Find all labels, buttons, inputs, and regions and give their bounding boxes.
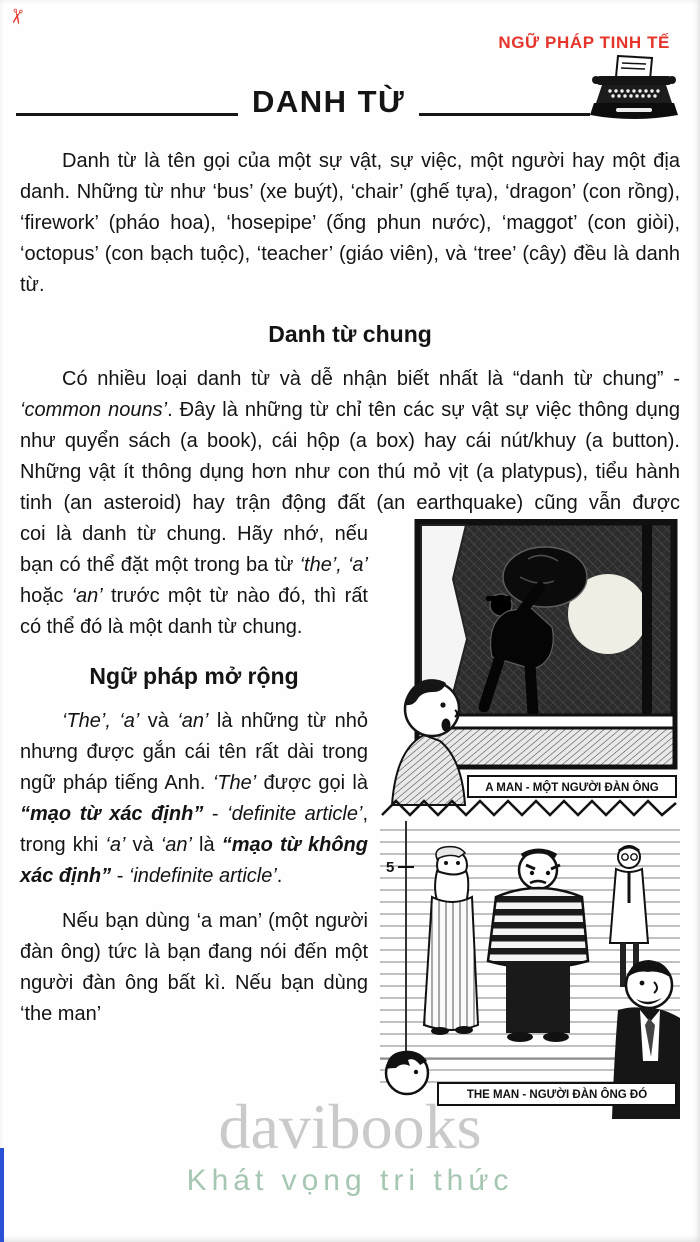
page-edge-mark: [0, 1148, 4, 1242]
chapter-title-row: [16, 84, 590, 120]
text-segment: -: [111, 865, 129, 887]
watermark-brand: davibooks: [218, 1091, 482, 1162]
text-segment: ‘an’: [177, 710, 209, 732]
text-segment: Nếu bạn dùng ‘a man’ (một người đàn ông) tức là bạn đang nói đến một người đàn ông bất kì. Nếu bạn dùng ‘the man’: [20, 910, 368, 1025]
chapter-title-rule-left: [16, 113, 238, 116]
paragraph-common-nouns: [20, 364, 680, 519]
paragraph-intro: [20, 146, 680, 301]
typewriter-drawing: [590, 56, 678, 119]
text-segment: . Đây là những từ chỉ tên các sự vật sự việc thông dụng như quyển sách (a book), cái hộp (a box) hay cái nút/khuy (a button). Những vật ít thông dụng hơn như con thú mỏ vịt (a platypus), tiểu hành tinh (an asteroid) hay trận động đất (an earthquake) cũng vẫn được: [20, 399, 680, 514]
text-segment: -: [203, 803, 228, 825]
text-segment: coi là danh từ chung. Hãy nhớ, nếu bạn có thể đặt một trong ba từ: [20, 523, 368, 576]
text-segment: “mạo từ không xác định”: [20, 834, 368, 887]
running-head: NGỮ PHÁP TINH TẾ: [498, 33, 670, 52]
text-segment: ‘a’: [105, 834, 126, 856]
lineup-number: 5: [386, 859, 395, 876]
text-segment: ‘common nouns’: [20, 399, 168, 421]
zigzag-divider: [382, 801, 676, 815]
text-segment: và: [139, 710, 178, 732]
text-segment: ‘an’: [71, 585, 103, 607]
caption-the-man: [438, 1083, 676, 1105]
text-segment: là: [191, 834, 222, 856]
scissors-icon: ✂: [3, 6, 29, 27]
text-segment: hoặc: [20, 585, 72, 607]
text-segment: và: [125, 834, 161, 856]
text-segment: là những từ nhỏ nhưng được gắn cái tên rất dài trong ngữ pháp tiếng Anh.: [20, 710, 368, 794]
text-segment: ‘indefinite article’: [128, 865, 277, 887]
chapter-title: DANH TỪ: [251, 84, 406, 119]
cartoon-illustration: [380, 519, 680, 1119]
caption-a-man: [468, 776, 676, 797]
typewriter-icon: [588, 54, 680, 131]
kid: [386, 1051, 428, 1094]
text-segment: Danh từ là tên gọi của một sự vật, sự việc, một người hay một địa danh. Những từ như ‘bus’ (xe buýt), ‘chair’ (ghế tựa), ‘dragon’ (con rồng), ‘firework’ (pháo hoa), ‘hosepipe’ (ống phun nước), ‘maggot’ (con giòi), ‘octopus’ (con bạch tuộc), ‘teacher’ (giáo viên), và ‘tree’ (cây) đều là danh từ.: [20, 150, 680, 296]
caption-the-man-text: THE MAN - NGƯỜI ĐÀN ÔNG ĐÓ: [466, 1089, 648, 1101]
text-segment: ‘an’: [160, 834, 192, 856]
text-segment: ‘The’, ‘a’: [62, 710, 140, 732]
text-segment: ‘The’: [212, 772, 257, 794]
section-heading-common-nouns: Danh từ chung: [268, 321, 432, 347]
caption-a-man-text: A MAN - MỘT NGƯỜI ĐÀN ÔNG: [485, 782, 659, 794]
lineup-scene: [380, 821, 680, 1119]
watermark-slogan: Khát vọng tri thức: [186, 1164, 514, 1197]
text-segment: .: [276, 865, 283, 887]
window-scene: [418, 522, 674, 766]
text-segment: ‘the’, ‘a’: [299, 554, 369, 576]
text-segment: Có nhiều loại danh từ và dễ nhận biết nhất là “danh từ chung” -: [62, 368, 680, 390]
body-content: [20, 146, 680, 1127]
cartoon-drawing: [380, 519, 680, 1119]
text-segment: được gọi là: [256, 772, 369, 794]
text-segment: ‘definite article’: [227, 803, 363, 825]
text-segment: trước một từ nào đó, thì rất có thể đó là một danh từ chung.: [20, 585, 368, 638]
text-segment: , trong khi: [20, 803, 368, 856]
chapter-title-rule-right: [419, 113, 590, 116]
text-segment: “mạo từ xác định”: [20, 803, 204, 825]
section-heading-extended-grammar: Ngữ pháp mở rộng: [89, 663, 299, 689]
